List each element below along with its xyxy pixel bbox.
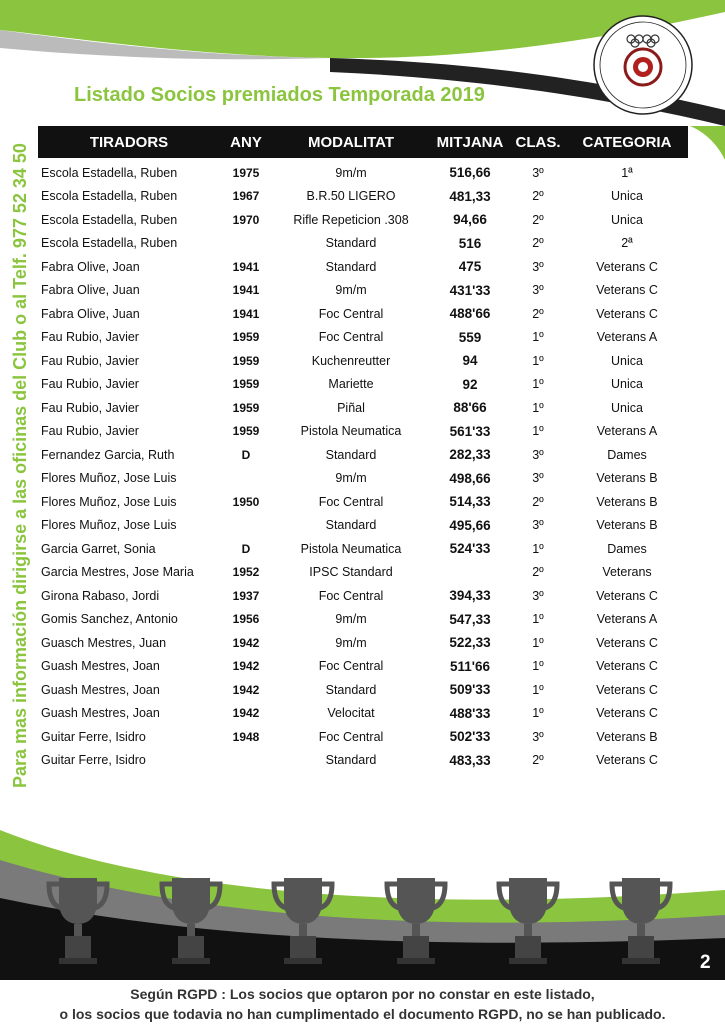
cell-average: 522,33	[449, 635, 491, 651]
cell-name: Fau Rubio, Javier	[41, 377, 139, 392]
cell-class: 3º	[532, 447, 544, 462]
cell-year: 1959	[232, 330, 260, 345]
footer-line-1: Según RGPD : Los socios que optaron por no constar en este listado,	[130, 986, 595, 1002]
cell-modality: 9m/m	[335, 635, 367, 650]
cell-class: 3º	[532, 471, 544, 486]
cell-class: 1º	[532, 353, 544, 368]
cell-year: 1959	[232, 353, 260, 368]
cell-average: 88'66	[453, 400, 487, 416]
page-number: 2	[700, 952, 711, 973]
trophy-icon	[45, 872, 111, 966]
cell-class: 1º	[532, 330, 544, 345]
cell-average: 495,66	[449, 517, 491, 533]
cell-class: 3º	[532, 165, 544, 180]
cell-class: 1º	[532, 424, 544, 439]
cell-year: 1956	[232, 612, 260, 627]
cell-class: 2º	[532, 494, 544, 509]
table-row	[38, 584, 688, 608]
cell-year: 1952	[232, 565, 260, 580]
table-row	[38, 608, 688, 632]
cell-year: 1941	[232, 259, 260, 274]
cell-modality: 9m/m	[335, 283, 367, 298]
cell-category: Unica	[611, 189, 643, 204]
awards-table	[38, 161, 688, 772]
cell-modality: Standard	[325, 236, 377, 251]
cell-year: 1942	[232, 682, 260, 697]
cell-modality: Foc Central	[318, 729, 384, 744]
cell-category: Veterans A	[596, 424, 658, 439]
cell-category: Dames	[607, 541, 647, 556]
footer-note	[0, 984, 725, 1024]
cell-name: Flores Muñoz, Jose Luis	[41, 494, 177, 509]
cell-name: Gomis Sanchez, Antonio	[41, 612, 178, 627]
cell-modality: Pistola Neumatica	[300, 541, 402, 556]
trophy-icon	[383, 872, 449, 966]
cell-year: D	[241, 541, 251, 556]
cell-category: Unica	[611, 353, 643, 368]
cell-average: 511'66	[449, 658, 490, 674]
cell-year: 1942	[232, 659, 260, 674]
cell-class: 3º	[532, 729, 544, 744]
cell-class: 1º	[532, 706, 544, 721]
table-row	[38, 514, 688, 538]
table-row	[38, 561, 688, 585]
cell-class: 2º	[532, 306, 544, 321]
cell-class: 1º	[532, 612, 544, 627]
cell-modality: 9m/m	[335, 471, 367, 486]
cell-average: 547,33	[449, 611, 491, 627]
cell-year: 1937	[232, 588, 260, 603]
cell-class: 3º	[532, 283, 544, 298]
cell-average: 498,66	[449, 470, 491, 486]
cell-average: 488'66	[449, 306, 491, 322]
cell-average: 94	[462, 353, 478, 369]
cell-category: Veterans C	[596, 659, 658, 674]
cell-class: 2º	[532, 753, 544, 768]
column-header-any: ANY	[230, 133, 262, 151]
cell-modality: Standard	[325, 682, 377, 697]
table-row	[38, 326, 688, 350]
cell-modality: Foc Central	[318, 494, 384, 509]
cell-average: 509'33	[449, 682, 491, 698]
cell-name: Flores Muñoz, Jose Luis	[41, 471, 177, 486]
cell-average: 488'33	[449, 705, 491, 721]
cell-category: Veterans B	[596, 494, 658, 509]
cell-name: Fau Rubio, Javier	[41, 424, 139, 439]
cell-year: 1948	[232, 729, 260, 744]
cell-modality: Standard	[325, 753, 377, 768]
cell-average: 94,66	[453, 212, 487, 228]
cell-category: Veterans A	[596, 612, 658, 627]
trophy-icon	[270, 872, 336, 966]
table-row	[38, 208, 688, 232]
cell-class: 2º	[532, 212, 544, 227]
cell-class: 2º	[532, 236, 544, 251]
column-header-clas: CLAS.	[515, 133, 561, 151]
cell-category: Veterans C	[596, 635, 658, 650]
cell-modality: Mariette	[328, 377, 374, 392]
cell-name: Guitar Ferre, Isidro	[41, 729, 146, 744]
cell-category: Veterans C	[596, 682, 658, 697]
cell-category: Veterans B	[596, 518, 658, 533]
cell-modality: Foc Central	[318, 330, 384, 345]
cell-modality: Standard	[325, 447, 377, 462]
column-header-modalitat: MODALITAT	[307, 133, 395, 151]
cell-name: Fabra Olive, Juan	[41, 306, 140, 321]
cell-average: 514,33	[449, 494, 491, 510]
cell-class: 1º	[532, 400, 544, 415]
cell-modality: Standard	[325, 518, 377, 533]
cell-name: Fabra Olive, Joan	[41, 259, 140, 274]
cell-year: 1941	[232, 306, 260, 321]
cell-name: Escola Estadella, Ruben	[41, 189, 178, 204]
cell-category: Unica	[611, 400, 643, 415]
cell-category: Veterans C	[596, 753, 658, 768]
cell-category: Veterans B	[596, 729, 658, 744]
cell-year: 1950	[232, 494, 260, 509]
cell-year: 1942	[232, 706, 260, 721]
column-header-categoria: CATEGORIA	[582, 133, 672, 151]
cell-average: 559	[458, 329, 482, 345]
cell-average: 561'33	[449, 423, 491, 439]
table-row	[38, 396, 688, 420]
cell-average: 282,33	[449, 447, 491, 463]
cell-class: 1º	[532, 682, 544, 697]
table-row	[38, 349, 688, 373]
cell-category: Veterans	[602, 565, 652, 580]
cell-modality: Velocitat	[327, 706, 375, 721]
cell-name: Fabra Olive, Juan	[41, 283, 140, 298]
table-row	[38, 678, 688, 702]
side-contact-note: Para mas información dirigirse a las oficinas del Club o al Telf. 977 52 34 50	[10, 143, 30, 788]
cell-average: 481,33	[449, 188, 491, 204]
cell-year: 1959	[232, 400, 260, 415]
table-row	[38, 702, 688, 726]
cell-modality: 9m/m	[335, 612, 367, 627]
table-row	[38, 655, 688, 679]
cell-class: 1º	[532, 635, 544, 650]
column-header-tiradors: TIRADORS	[89, 133, 169, 151]
table-row	[38, 443, 688, 467]
table-header	[38, 126, 688, 158]
cell-category: Unica	[611, 377, 643, 392]
cell-class: 3º	[532, 259, 544, 274]
cell-average: 516,66	[449, 165, 491, 181]
cell-name: Escola Estadella, Ruben	[41, 236, 178, 251]
cell-name: Fernandez Garcia, Ruth	[41, 447, 175, 462]
cell-average: 483,33	[449, 752, 491, 768]
table-row	[38, 255, 688, 279]
cell-category: Veterans C	[596, 588, 658, 603]
cell-category: Veterans C	[596, 283, 658, 298]
cell-name: Girona Rabaso, Jordi	[41, 588, 160, 603]
cell-name: Escola Estadella, Ruben	[41, 165, 178, 180]
club-logo-icon	[593, 15, 693, 115]
cell-year: 1970	[232, 212, 260, 227]
table-row	[38, 232, 688, 256]
cell-category: Veterans A	[596, 330, 658, 345]
cell-category: 2ª	[621, 236, 633, 251]
cell-year: D	[241, 447, 251, 462]
cell-name: Escola Estadella, Ruben	[41, 212, 178, 227]
trophy-icon	[158, 872, 224, 966]
cell-modality: Pistola Neumatica	[300, 424, 402, 439]
cell-modality: Rifle Repeticion .308	[293, 212, 409, 227]
cell-average: 475	[458, 259, 482, 275]
cell-modality: B.R.50 LIGERO	[306, 189, 396, 204]
cell-class: 1º	[532, 659, 544, 674]
cell-category: Unica	[611, 212, 643, 227]
cell-category: Veterans B	[596, 471, 658, 486]
cell-average: 524'33	[449, 541, 491, 557]
table-row	[38, 631, 688, 655]
cell-year: 1941	[232, 283, 260, 298]
cell-name: Fau Rubio, Javier	[41, 353, 139, 368]
cell-year: 1959	[232, 377, 260, 392]
table-row	[38, 537, 688, 561]
cell-category: Veterans C	[596, 259, 658, 274]
cell-year: 1959	[232, 424, 260, 439]
footer-line-2: o los socios que todavia no han cumplimentado el documento RGPD, no se han publicado.	[59, 1006, 666, 1022]
cell-class: 2º	[532, 565, 544, 580]
cell-class: 1º	[532, 541, 544, 556]
table-row	[38, 373, 688, 397]
cell-average: 516	[458, 235, 482, 251]
trophy-icon	[608, 872, 674, 966]
cell-name: Garcia Garret, Sonia	[41, 541, 156, 556]
cell-average: 92	[462, 376, 478, 392]
trophy-icon	[495, 872, 561, 966]
cell-name: Flores Muñoz, Jose Luis	[41, 518, 177, 533]
table-row	[38, 185, 688, 209]
cell-modality: Foc Central	[318, 588, 384, 603]
cell-year: 1942	[232, 635, 260, 650]
cell-name: Guash Mestres, Joan	[41, 659, 160, 674]
cell-name: Guitar Ferre, Isidro	[41, 753, 146, 768]
cell-modality: Piñal	[337, 400, 365, 415]
cell-modality: Foc Central	[318, 659, 384, 674]
table-row	[38, 490, 688, 514]
cell-modality: Foc Central	[318, 306, 384, 321]
cell-class: 3º	[532, 518, 544, 533]
cell-category: Veterans C	[596, 306, 658, 321]
table-row	[38, 279, 688, 303]
cell-category: 1ª	[621, 165, 633, 180]
cell-average: 431'33	[449, 282, 491, 298]
cell-class: 1º	[532, 377, 544, 392]
cell-name: Fau Rubio, Javier	[41, 400, 139, 415]
cell-modality: Standard	[325, 259, 377, 274]
cell-modality: Kuchenreutter	[311, 353, 391, 368]
table-row	[38, 725, 688, 749]
page-title: Listado Socios premiados Temporada 2019	[74, 84, 485, 106]
cell-name: Garcia Mestres, Jose Maria	[41, 565, 194, 580]
table-row	[38, 302, 688, 326]
cell-name: Guash Mestres, Joan	[41, 706, 160, 721]
cell-name: Guash Mestres, Joan	[41, 682, 160, 697]
cell-class: 2º	[532, 189, 544, 204]
table-row	[38, 420, 688, 444]
cell-name: Guasch Mestres, Juan	[41, 635, 167, 650]
table-row	[38, 467, 688, 491]
cell-modality: 9m/m	[335, 165, 367, 180]
cell-year: 1975	[232, 165, 260, 180]
cell-average: 394,33	[449, 588, 491, 604]
cell-category: Dames	[607, 447, 647, 462]
cell-average: 502'33	[449, 729, 491, 745]
cell-category: Veterans C	[596, 706, 658, 721]
cell-year: 1967	[232, 189, 260, 204]
table-row	[38, 161, 688, 185]
cell-modality: IPSC Standard	[309, 565, 393, 580]
cell-class: 3º	[532, 588, 544, 603]
cell-name: Fau Rubio, Javier	[41, 330, 139, 345]
column-header-mitjana: MITJANA	[436, 133, 504, 151]
table-row	[38, 749, 688, 773]
